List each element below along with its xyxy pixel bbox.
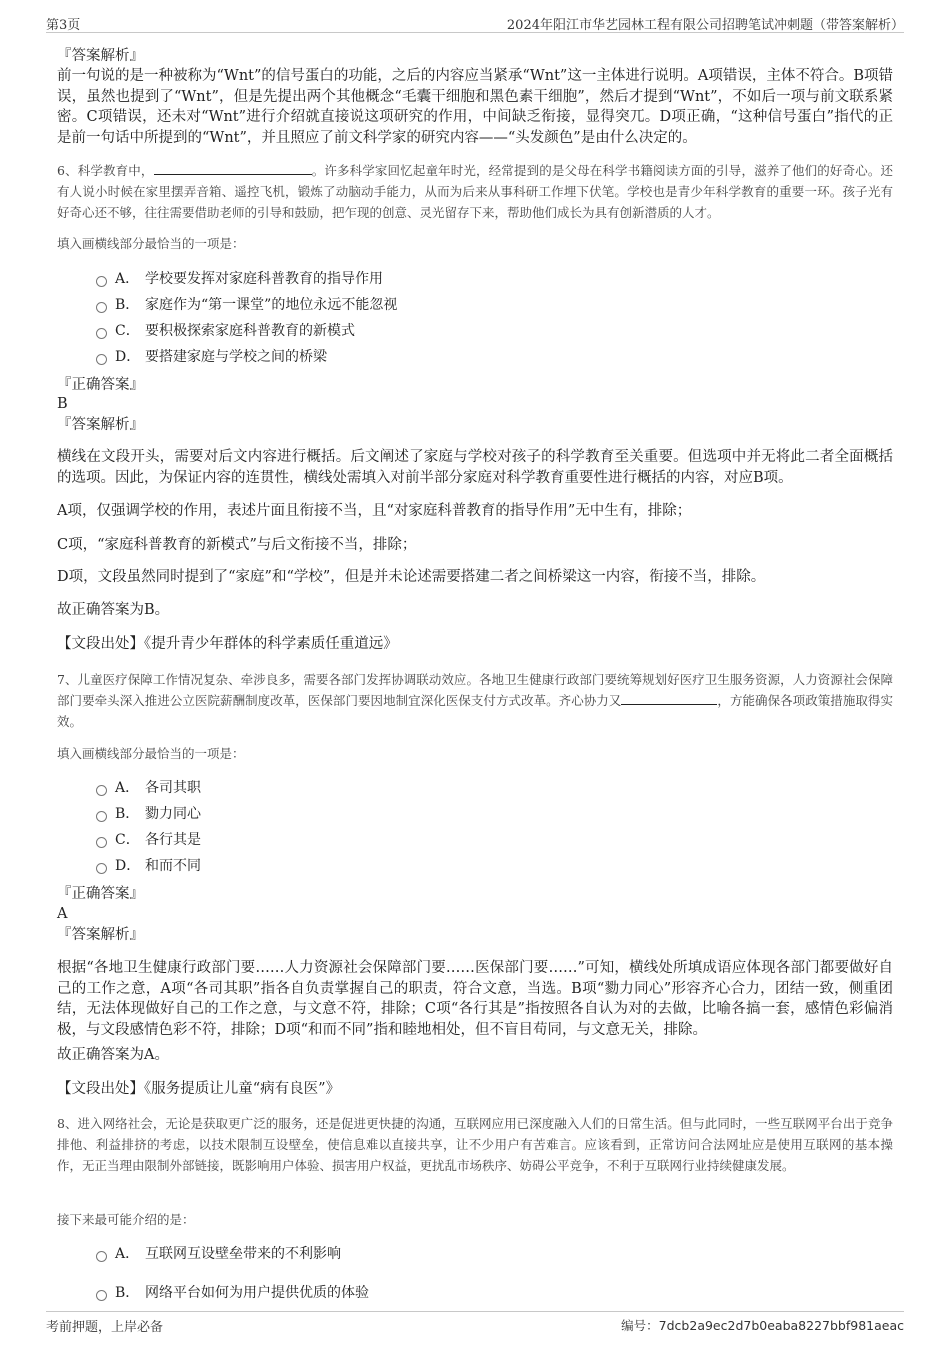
question-6-prompt: 填入画横线部分最恰当的一项是： [57,236,245,251]
radio-icon[interactable] [96,811,107,822]
page-footer [46,1311,904,1336]
radio-icon[interactable] [96,302,107,313]
analysis-conclusion: 故正确答案为B。 [57,602,170,618]
question-7-text: 7、儿童医疗保障工作情况复杂、牵涉良多，需要各部门发挥协调联动效应。各地卫生健康行政部门要统筹规划好医疗卫生服务资源，人力资源社会保障部门要牵头深入推进公立医院薪酬制度改革，医保部门要因地制宜深化医保支付方式改革。齐心协力又 ，方能确保各项政策措施取得实效。 [57,672,893,729]
source-citation: 【文段出处】《提升青少年群体的科学素质任重道远》 [57,636,398,652]
analysis-paragraph: A项，仅强调学校的作用，表述片面且衔接不当，且“对家庭科普教育的指导作用”无中生有，排除； [57,503,692,519]
option-c[interactable]: C． 各行其是 [96,829,201,851]
radio-icon[interactable] [96,837,107,848]
option-a[interactable]: A． 各司其职 [96,777,201,799]
correct-answer-label: 『正确答案』 [57,886,144,902]
radio-icon[interactable] [96,1290,107,1301]
radio-icon[interactable] [96,1251,107,1262]
footer-slogan: 考前押题，上岸必备 [46,1320,164,1335]
correct-answer: A [57,906,68,922]
question-8-text: 8、进入网络社会，无论是获取更广泛的服务，还是促进更快捷的沟通，互联网应用已深度融入人们的日常生活。但与此同时，一些互联网平台出于竞争排他、利益排挤的考虑，以技术限制互设壁垒，使信息难以直接共享，让不少用户有苦难言。应该看到，正常访问合法网址应是使用互联网的基本操作，无正当理由限制外部链接，既影响用户体验、损害用户权益，更扰乱市场秩序、妨碍公平竞争，不利于互联网行业持续健康发展。 [57,1116,893,1173]
analysis-conclusion: 故正确答案为A。 [57,1047,169,1063]
question-6-text: 6、科学教育中， 。许多科学家回忆起童年时光，经常提到的是父母在科学书籍阅读方面的引导，滋养了他们的好奇心。还有人说小时候在家里摆弄音箱、遥控飞机，锻炼了动脑动手能力，从而为后来从事科研工作埋下伏笔。学校也是青少年科学教育的重要一环。孩子光有好奇心还不够，往往需要借助老师的引导和鼓励，把乍现的创意、灵光留存下来，帮助他们成长为具有创新潜质的人才。 [57,163,893,220]
document-id: 编号：7dcb2a9ec2d7b0eaba8227bbf981aeac [621,1318,904,1333]
question-8-prompt: 接下来最可能介绍的是： [57,1212,195,1227]
option-b[interactable]: B． 勠力同心 [96,803,201,825]
option-c[interactable]: C． 要积极探索家庭科普教育的新模式 [96,320,355,342]
answer-analysis-label: 『答案解析』 [57,417,144,433]
option-b[interactable]: B． 网络平台如何为用户提供优质的体验 [96,1282,369,1304]
option-d[interactable]: D． 要搭建家庭与学校之间的桥梁 [96,346,327,368]
option-b[interactable]: B． 家庭作为“第一课堂”的地位永远不能忽视 [96,294,397,316]
option-d[interactable]: D． 和而不同 [96,855,201,877]
radio-icon[interactable] [96,276,107,287]
radio-icon[interactable] [96,354,107,365]
answer-analysis-label: 『答案解析』 [57,48,144,64]
analysis-paragraph: D项，文段虽然同时提到了“家庭”和“学校”，但是并未论述需要搭建二者之间桥梁这一内容，衔接不当，排除。 [57,569,766,585]
radio-icon[interactable] [96,863,107,874]
page-header [46,12,904,33]
fill-blank [154,162,312,175]
correct-answer: B [57,396,68,412]
question-7-prompt: 填入画横线部分最恰当的一项是： [57,746,245,761]
radio-icon[interactable] [96,328,107,339]
analysis-paragraph: 根据“各地卫生健康行政部门要……人力资源社会保障部门要……医保部门要……”可知，横线处所填成语应体现各部门都要做好自己的工作之意，A项“各司其职”指各自负责掌握自己的职责，符合文意，当选。B项“勠力同心”形容齐心合力，团结一致，侧重团结，无法体现做好自己的工作之意，与文意不符，排除；C项“各行其是”指按照各自认为对的去做，比喻各搞一套，感情色彩偏消极，与文段感情色彩不符，排除；D项“和而不同”指和睦地相处，但不盲目苟同，与文意无关，排除。 [57,960,893,1038]
fill-blank [621,692,717,705]
document-title: 2024年阳江市华艺园林工程有限公司招聘笔试冲刺题（带答案解析） [506,18,904,33]
answer-analysis-label: 『答案解析』 [57,927,144,943]
analysis-paragraph: 横线在文段开头，需要对后文内容进行概括。后文阐述了家庭与学校对孩子的科学教育至关重要。但选项中并无将此二者全面概括的选项。因此，为保证内容的连贯性，横线处需填入对前半部分家庭对科学教育重要性进行概括的内容，对应B项。 [57,449,893,486]
source-citation: 【文段出处】《服务提质让儿童“病有良医”》 [57,1081,341,1097]
radio-icon[interactable] [96,785,107,796]
answer-analysis-text: 前一句说的是一种被称为“Wnt”的信号蛋白的功能，之后的内容应当紧承“Wnt”这一主体进行说明。A项错误，主体不符合。B项错误，虽然也提到了“Wnt”，但是先提出两个其他概念“毛囊干细胞和黑色素干细胞”，然后才提到“Wnt”，不如后一项与前文联系紧密。C项错误，还未对“Wnt”进行介绍就直接说这项研究的作用，中间缺乏衔接，显得突兀。D项正确，“这种信号蛋白”指代的正是前一句话中所提到的“Wnt”，并且照应了前文科学家的研究内容——“头发颜色”是由什么决定的。 [57,68,893,146]
analysis-paragraph: C项，“家庭科普教育的新模式”与后文衔接不当，排除； [57,537,417,553]
correct-answer-label: 『正确答案』 [57,377,144,393]
page-number: 第3页 [46,18,81,33]
option-a[interactable]: A． 学校要发挥对家庭科普教育的指导作用 [96,268,383,290]
option-a[interactable]: A． 互联网互设壁垒带来的不利影响 [96,1243,341,1265]
